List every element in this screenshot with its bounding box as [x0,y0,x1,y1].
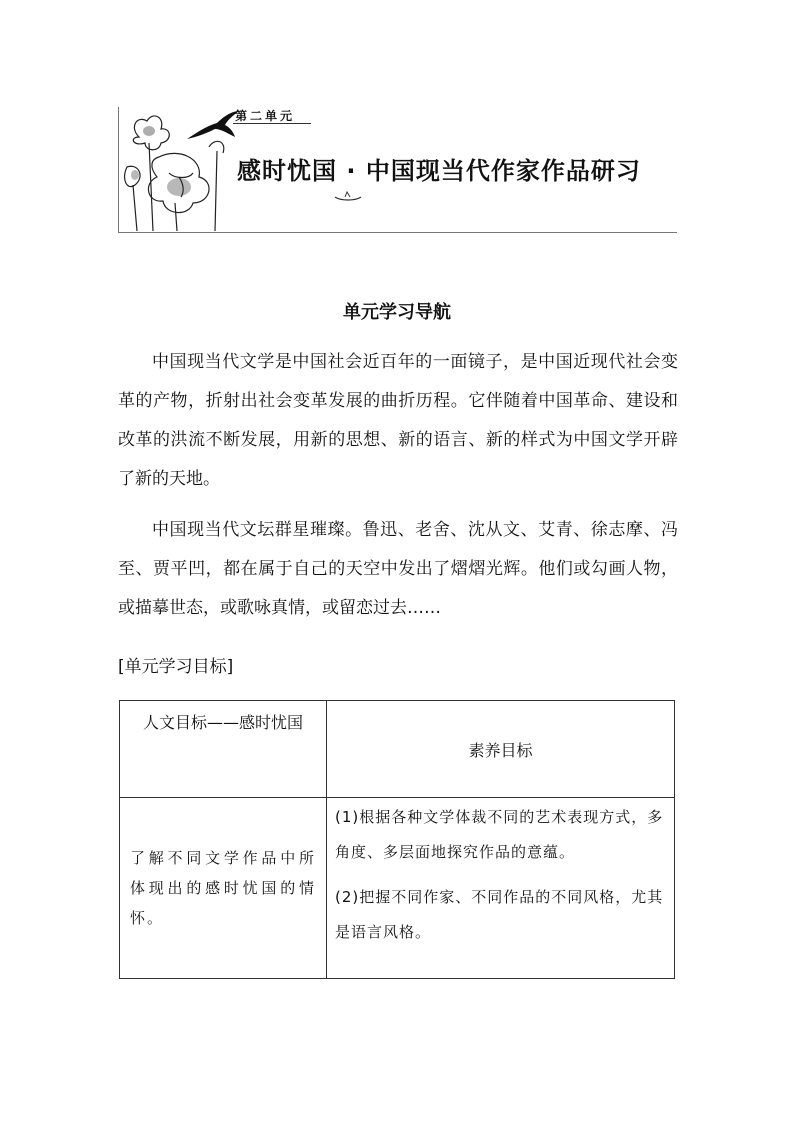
boat-icon [333,191,363,203]
humanities-goal-cell: 了解不同文学作品中所体现出的感时忧国的情怀。 [120,798,327,979]
section-title: 单元学习导航 [343,302,451,323]
table-row [120,798,675,979]
goals-label: [单元学习目标] [118,657,234,677]
literacy-goals-cell [327,798,675,979]
intro-paragraph: 中国现当代文学是中国社会近百年的一面镜子，是中国近现代社会变革的产物，折射出社会变革发展的曲折历程。它伴随着中国革命、建设和改革的洪流不断发展，用新的思想、新的语言、新的样式为中国文学开辟了新的天地。 [118,352,678,489]
learning-goals-table [119,700,675,979]
header-humanities-goal: 人文目标——感时忧国 [120,701,327,798]
literacy-goal-item: (1)根据各种文学体裁不同的艺术表现方式，多角度、多层面地探究作品的意蕴。 [335,808,664,861]
literacy-goal-item: (2)把握不同作家、不同作品的不同风格，尤其是语言风格。 [335,888,664,941]
unit-banner [118,107,677,233]
table-header-row [120,701,675,798]
writers-paragraph: 中国现当代文坛群星璀璨。鲁迅、老舍、沈从文、艾青、徐志摩、冯至、贾平凹，都在属于自己的天空中发出了熠熠光辉。他们或勾画人物，或描摹世态，或歌咏真情，或留恋过去…… [118,520,678,618]
swallow-bird-icon [185,109,241,143]
unit-label-underline [233,123,311,124]
header-literacy-goal: 素养目标 [327,701,675,798]
unit-title: 感时忧国 · 中国现当代作家作品研习 [237,157,641,185]
unit-label: 第二单元 [235,109,296,123]
